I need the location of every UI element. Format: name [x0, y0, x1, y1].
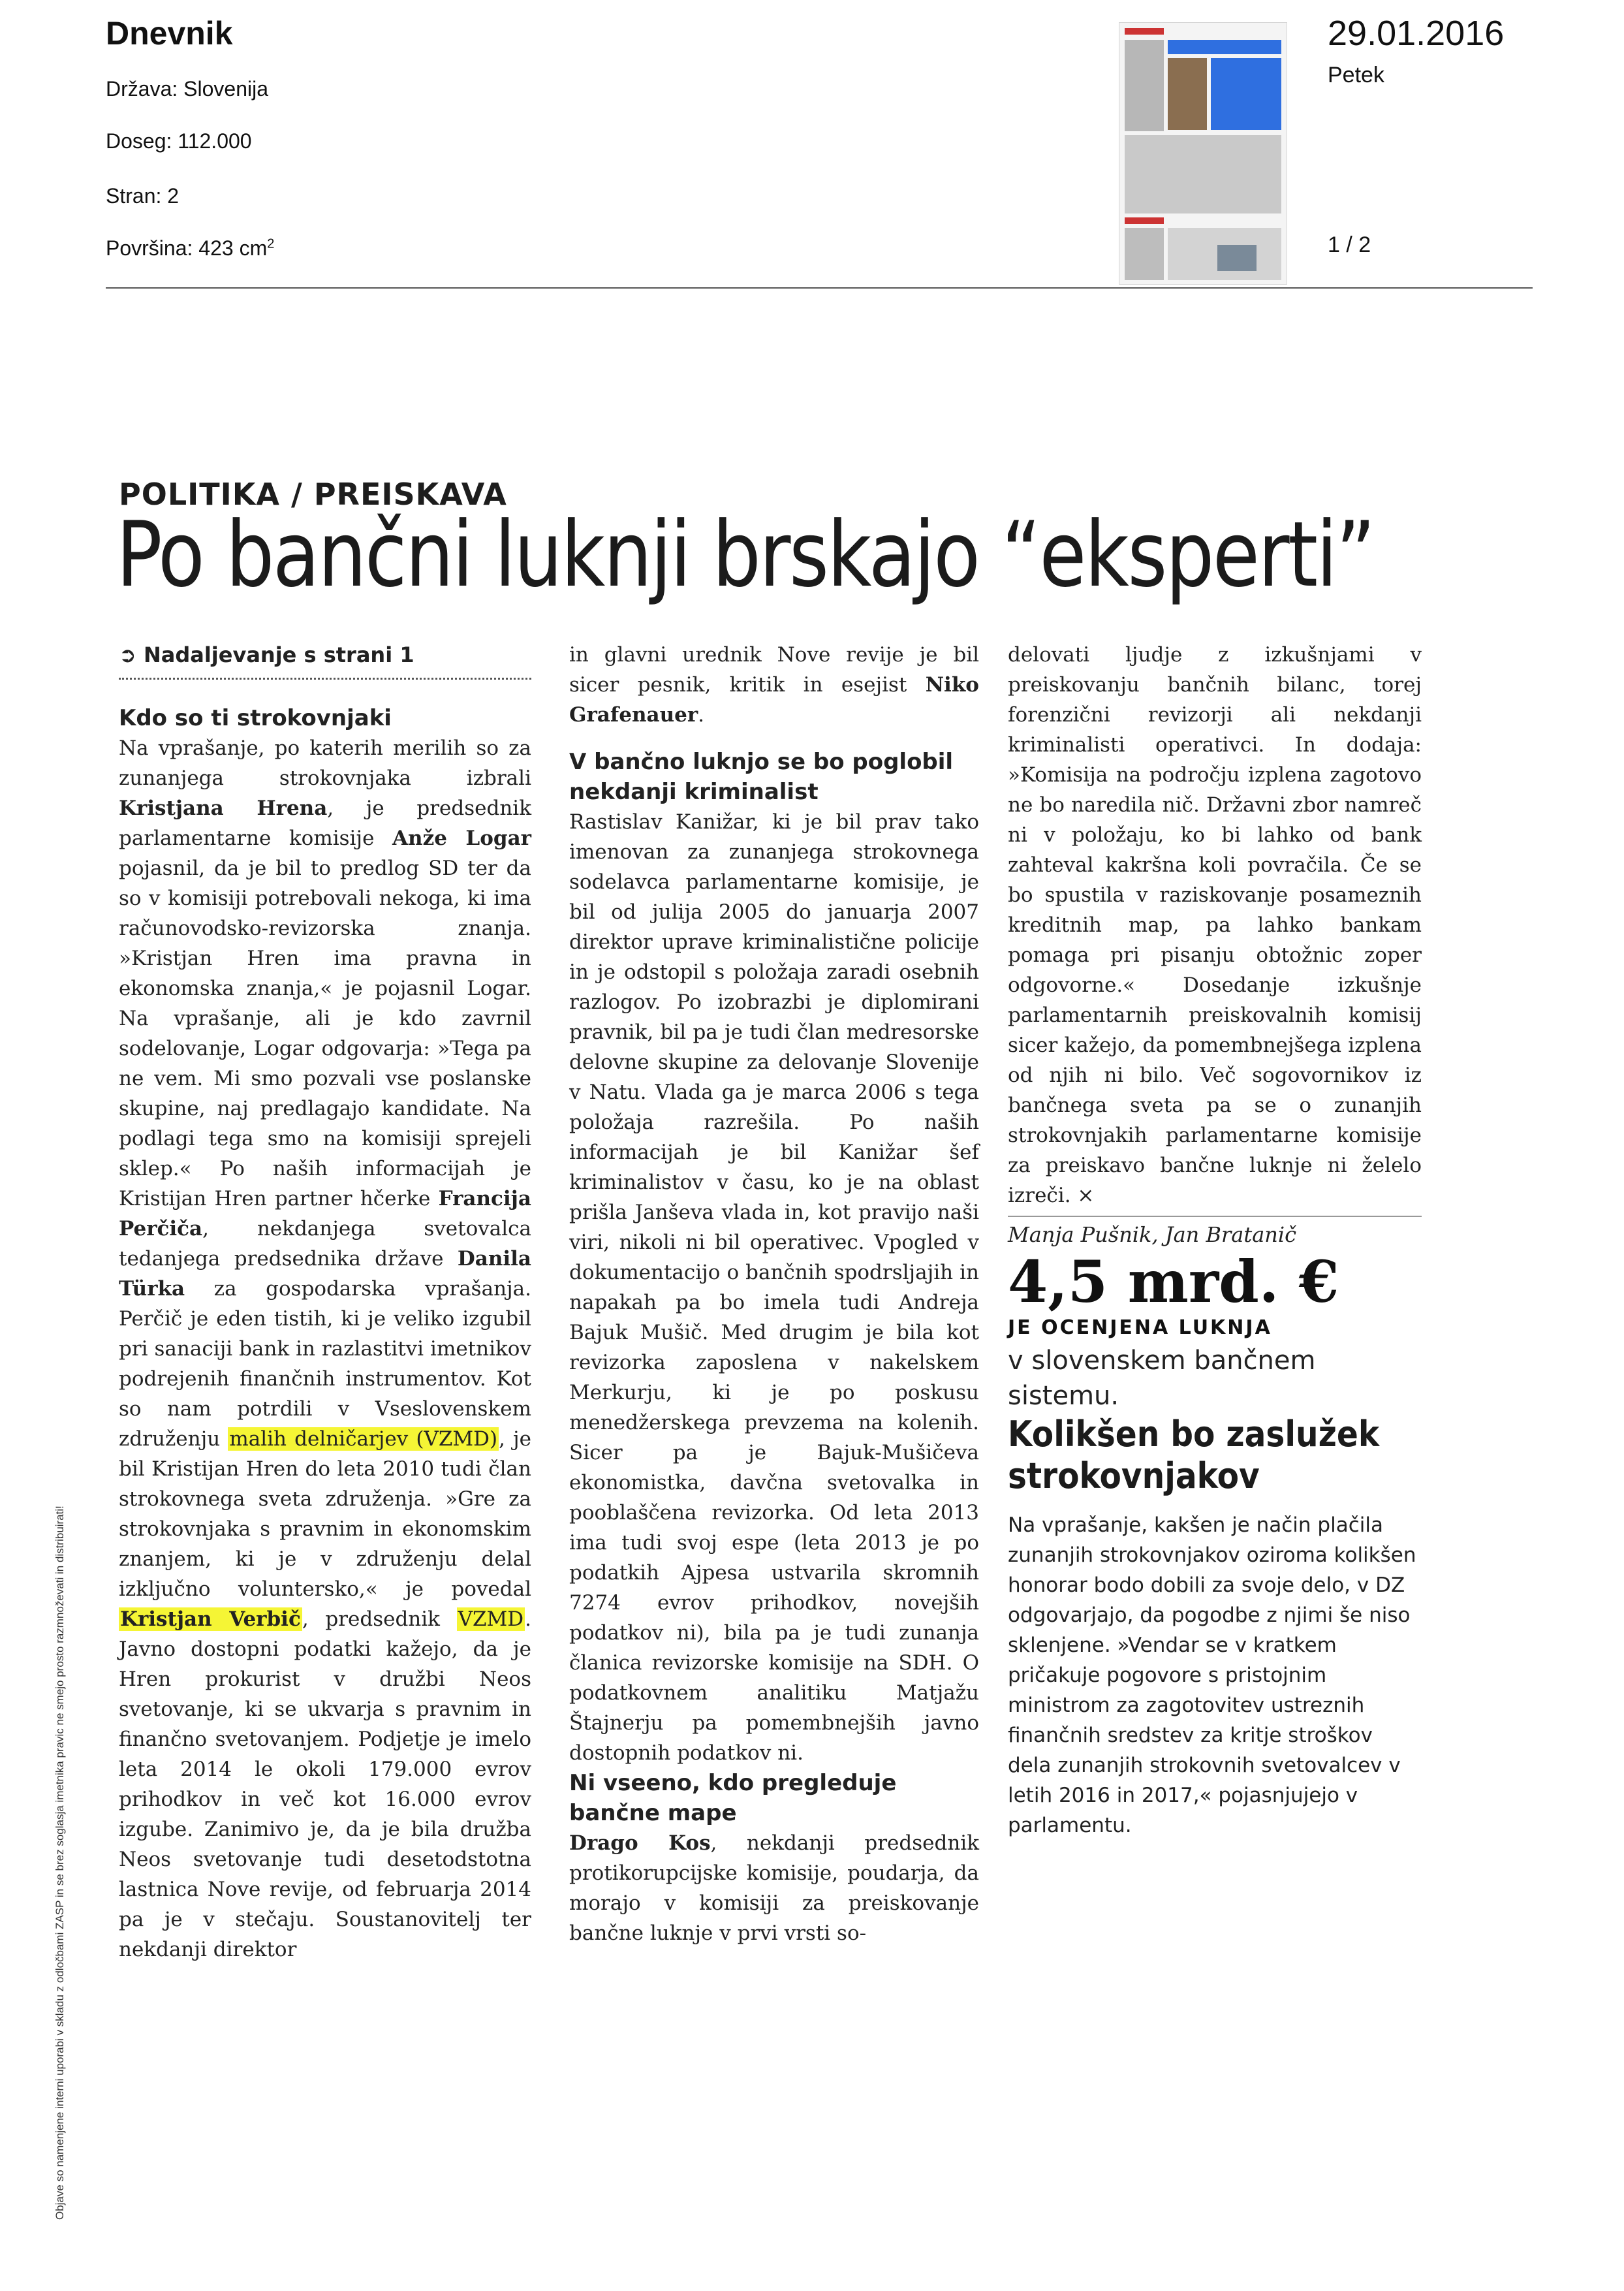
continued-from-label: ➲ Nadaljevanje s strani 1: [119, 642, 414, 667]
paragraph-experts: Na vprašanje, po katerih merilih so za zunanjega strokovnjaka izbrali Kristjana Hrena, je predsednik parlamentarne komisije Anže Logar pojasnil, da je bil to predlog SD ter da so v komisiji potrebovali nekoga, ki ima računovodsko-revizorska znanja. »Kristjan Hren ima pravna in ekonomska znanja,« je pojasnil Logar. Na vprašanje, ali je kdo zavrnil sodelovanje, Logar odgovarja: »Tega pa ne vem. Mi smo pozvali vse poslanske skupine, naj predlagajo kandidate. Na podlagi tega smo na komisiji sprejeli sklep.« Po naših informacijah je Kristijan Hren partner hčerke Francija Perčiča, nekdanjega svetovalca tedanjega predsednika države Danila Türka za gospodarska vprašanja. Perčič je eden tistih, ki je veliko izgubil pri sanaciji bank in razlastitvi imetnikov podrejenih finančnih instrumentov. Kot so nam potrdili v Vseslovenskem združenju malih delničarjev (VZMD), je bil Kristijan Hren do leta 2010 tudi član strokovnega sveta združenja. »Gre za strokovnjaka s pravnim in ekonomskim znanjem, ki je v združenju delal izključno voluntersko,« je povedal Kristjan Verbič, predsednik VZMD. Javno dostopni podatki kažejo, da je Hren prokurist v družbi Neos svetovanje, ki se ukvarja s pravnim in finančno svetovanjem. Podjetje je imelo leta 2014 le okoli 179.000 evrov prihodkov in več kot 16.000 evrov izgube. Zanimivo je, da je bila družba Neos svetovanje tudi desetodstotna lastnica Nove revije, od februarja 2014 pa je v stečaju. Soustanovitelj ter nekdanji direktor: [119, 736, 531, 1961]
thumb-section-label: [1125, 217, 1164, 224]
reach-label: Doseg: 112.000: [106, 129, 252, 153]
thumb-text-column: [1125, 40, 1164, 131]
page-counter: 1 / 2: [1328, 232, 1371, 257]
hole-caption: JE OCENJENA LUKNJA: [1008, 1316, 1272, 1339]
paragraph-kos: Drago Kos, nekdanji predsednik protikorupcijske komisije, poudarja, da morajo v komisiji za preiskovanje bančne luknje v prvi vrsti so-: [569, 1831, 979, 1945]
thumb-banner: [1168, 40, 1281, 54]
subheading-bank-files: Ni vseeno, kdo pregleduje bančne mape: [569, 1770, 897, 1826]
thumb-logo: [1125, 28, 1164, 35]
highlight-vzmd-short: VZMD: [458, 1607, 524, 1631]
box-heading: Kolikšen bo zaslužek strokovnjakov: [1008, 1414, 1380, 1496]
page-label: Stran: 2: [106, 184, 180, 208]
box-text: Na vprašanje, kakšen je način plačila zunanjih strokovnjakov oziroma kolikšen honorar bodo dobili za svoje delo, v DZ odgovarjajo, da pogodbe z njimi še niso sklenjene. »Vendar se v kratkem pričakuje pogovore s pristojnim ministrom za zagotovitev ustreznih finančnih sredstev za kritje stroškov dela zunanjih strokovnih svetovalcev v letih 2016 in 2017,« pojasnjujejo v parlamentu.: [1008, 1513, 1416, 1837]
publication-weekday: Petek: [1328, 63, 1384, 87]
article-column-2: [569, 640, 979, 1948]
subheading-criminalist: V bančno luknjo se bo poglobil nekdanji kriminalist: [569, 749, 954, 805]
article-column-1: [119, 640, 531, 1965]
article-kicker: POLITIKA / PREISKAVA: [119, 477, 507, 512]
paragraph-kanizar: Rastislav Kanižar, ki je bil prav tako imenovan za zunanjega strokovnega sodelavca parlamentarne komisije, je bil od julija 2005 do januarja 2007 direktor uprave kriminalistične policije in je odstopil s položaja zaradi osebnih razlogov. Po izobrazbi je diplomirani pravnik, bil pa je tudi član medresorske delovne skupine za delovanje Slovenije v Natu. Vlada ga je marca 2006 s tega položaja razrešila. Po naših informacijah je bil Kanižar šef kriminalistov v času, ko je na oblast prišla Janševa vlada in, kot pravijo naši viri, nikoli ni bil operativec. Vpogled v dokumentacijo o bančnih spodrsljajih in napakah pa bo imela tudi Andreja Bajuk Mušič. Med drugim je bila kot revizorka zaposlena v nakelskem Merkurju, ki je po poskusu menedžerskega prevzema na kolenih. Sicer pa je Bajuk-Mušičeva ekonomistka, davčna svetovalka in pooblaščena revizorka. Od leta 2013 ima tudi svoj espe (leta 2013 je po podatkih Ajpesa ustvarila skromnih 7274 evrov prihodkov, novejših podatkov ni), bila pa je tudi zunanja članica revizorske komisije na SDH. O podatkovnem analitiku Matjažu Štajnerju pa pomembnejših javno dostopnih podatkov ni.: [569, 810, 979, 1765]
header-divider: [106, 287, 1533, 289]
country-label: Država: Slovenija: [106, 77, 268, 101]
highlight-vzmd: malih delničarjev (VZMD): [229, 1427, 498, 1451]
copyright-note: Objave so namenjene interni uporabi v skladu z odločbami ZASP in se brez soglasja imetnika pravic ne smejo prosto razmnoževati in distribuirati!: [54, 1506, 66, 2220]
hole-amount: 4,5 mrd. €: [1008, 1248, 1339, 1316]
arrow-circle-icon: ➲: [119, 642, 144, 667]
thumb-blue-panel: [1211, 58, 1281, 130]
paragraph-commission: delovati ljudje z izkušnjami v preiskovanju bančnih bilanc, torej forenzični revizorji ali nekdanji kriminalisti operativci. In dodaja: »Komisija na področju izplena zagotovo ne bo naredila nič. Državni zbor namreč ni v položaju, ko bi lahko od bank zahteval kakršna koli povračila. Če se bo spustila v raziskovanje posameznih kreditnih map, pa lahko bankam pomaga pri pisanju obtožnic zoper odgovorne.« Dosedanje izkušnje parlamentarnih preiskovalnih komisij sicer kažejo, da pomembnejšega izplena od njih ni bilo. Več sogovornikov iz bančnega sveta pa se o zunanjih strokovnjakih parlamentarne komisije za preiskavo bančne luknje ni želelo izreči. ×: [1008, 643, 1422, 1207]
publication-date: 29.01.2016: [1328, 14, 1505, 53]
area-label: Površina: 423 $cm^2$: [106, 236, 275, 260]
subheading-experts: Kdo so ti strokovnjaki: [119, 705, 392, 731]
thumb-sidebar-text: [1125, 228, 1164, 280]
publication-name: Dnevnik: [106, 15, 233, 52]
highlight-verbic: Kristjan Verbič: [120, 1607, 301, 1631]
article-column-3: [1008, 640, 1422, 1841]
area-unit-exponent: 2: [267, 236, 275, 251]
thumb-photo: [1168, 58, 1207, 130]
dotted-divider: [119, 678, 531, 680]
paragraph-grafenauer: in glavni urednik Nove revije je bil sicer pesnik, kritik in esejist Niko Grafenauer.: [569, 643, 979, 727]
author-line: Manja Pušnik, Jan Bratanič: [1008, 1216, 1422, 1250]
page-thumbnail[interactable]: [1119, 22, 1287, 285]
thumb-small-photo: [1217, 245, 1257, 271]
thumb-body-text: [1125, 135, 1281, 213]
article-headline: Po bančni luknji brskajo “eksperti”: [116, 502, 1374, 607]
hole-description: v slovenskem bančnem sistemu.: [1008, 1346, 1316, 1411]
